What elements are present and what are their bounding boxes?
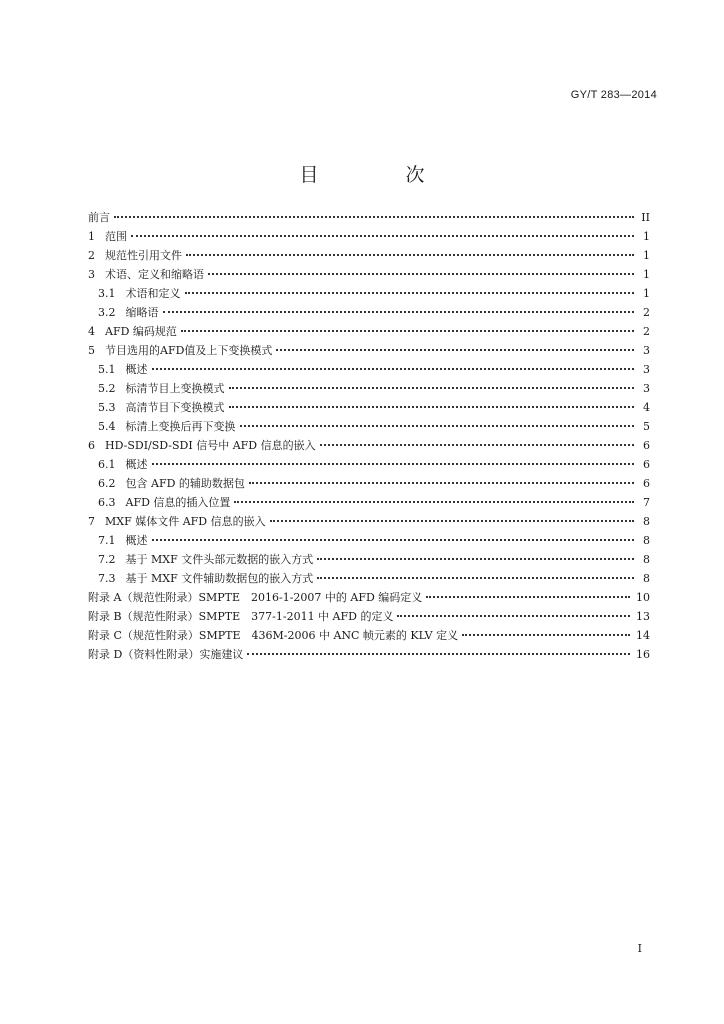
toc-entry[interactable] — [88, 436, 650, 455]
toc-entry-title: HD-SDI/SD-SDI 信号中 AFD 信息的嵌入 — [105, 439, 316, 452]
toc-entry-title: 概述 — [125, 363, 148, 376]
toc-entry[interactable] — [88, 512, 650, 531]
toc-entry-page: 16 — [636, 648, 650, 661]
toc-entry-page: 8 — [643, 515, 650, 528]
toc-entry[interactable] — [88, 208, 650, 227]
toc-entry[interactable] — [88, 493, 650, 512]
toc-leader-dots — [247, 652, 630, 655]
toc-entry-page: 7 — [643, 496, 650, 509]
toc-entry-number: 5.2 — [98, 382, 116, 395]
toc-entry-title: 范围 — [105, 230, 127, 243]
toc-entry-title: 术语、定义和缩略语 — [105, 268, 204, 281]
toc-entry-page: 3 — [643, 382, 650, 395]
toc-leader-dots — [317, 557, 634, 560]
toc-leader-dots — [397, 614, 630, 617]
toc-leader-dots — [152, 462, 635, 465]
page-title: 目 次 — [299, 164, 459, 186]
toc-entry-title: 前言 — [88, 211, 110, 224]
toc-entry-page: 1 — [643, 230, 650, 243]
toc-leader-dots — [234, 500, 634, 503]
toc-entry-page: 3 — [643, 363, 650, 376]
toc-entry-number: 6.3 — [98, 496, 116, 509]
toc-entry-title: 标清节目上变换模式 — [125, 382, 225, 395]
toc-entry-title: 概述 — [125, 458, 148, 471]
toc-leader-dots — [276, 348, 634, 351]
toc-entry[interactable] — [88, 398, 650, 417]
toc-entry-page: 6 — [643, 439, 650, 452]
toc-entry[interactable] — [88, 531, 650, 550]
toc-leader-dots — [462, 633, 630, 636]
toc-entry-page: 1 — [643, 249, 650, 262]
toc-entry-page: 8 — [643, 572, 650, 585]
toc-entry-number: 7.1 — [98, 534, 116, 547]
toc-leader-dots — [240, 424, 635, 427]
toc-entry-page: 1 — [643, 268, 650, 281]
toc-entry-title: 高清节目下变换模式 — [125, 401, 225, 414]
toc-entry-page: 13 — [636, 610, 650, 623]
toc-entry[interactable] — [88, 303, 650, 322]
toc-entry-title: 节目选用的AFD值及上下变换模式 — [105, 344, 273, 357]
toc-leader-dots — [317, 576, 634, 579]
toc-entry-page: 1 — [643, 287, 650, 300]
toc-entry[interactable] — [88, 227, 650, 246]
toc-entry-number: 7.3 — [98, 572, 116, 585]
toc-entry-page: 4 — [643, 401, 650, 414]
toc-entry-number: 3 — [88, 268, 95, 281]
toc-entry-number: 6 — [88, 439, 95, 452]
toc-entry[interactable] — [88, 550, 650, 569]
toc-leader-dots — [208, 272, 634, 275]
toc-entry[interactable] — [88, 569, 650, 588]
toc-entry[interactable] — [88, 607, 650, 626]
toc-entry-page: 2 — [643, 306, 650, 319]
toc-entry[interactable] — [88, 455, 650, 474]
toc-leader-dots — [152, 367, 635, 370]
toc-entry-page: 2 — [643, 325, 650, 338]
toc-entry-page: 10 — [636, 591, 650, 604]
toc-entry-page: 14 — [636, 629, 650, 642]
toc-entry[interactable] — [88, 322, 650, 341]
toc-entry-page: 8 — [643, 553, 650, 566]
toc-entry-page: 6 — [643, 458, 650, 471]
toc-entry-title: MXF 媒体文件 AFD 信息的嵌入 — [105, 515, 266, 528]
table-of-contents — [88, 208, 650, 664]
toc-entry-number: 6.1 — [98, 458, 116, 471]
toc-entry-title: 术语和定义 — [125, 287, 181, 300]
toc-entry-title: 附录 B（规范性附录）SMPTE 377-1-2011 中 AFD 的定义 — [88, 610, 394, 623]
toc-entry-title: AFD 信息的插入位置 — [125, 496, 231, 509]
toc-entry-number: 5.3 — [98, 401, 116, 414]
toc-leader-dots — [270, 519, 634, 522]
toc-entry[interactable] — [88, 360, 650, 379]
toc-leader-dots — [131, 234, 634, 237]
toc-entry[interactable] — [88, 379, 650, 398]
standard-code: GY/T 283—2014 — [570, 89, 657, 101]
toc-entry[interactable] — [88, 341, 650, 360]
toc-entry-title: 规范性引用文件 — [105, 249, 182, 262]
toc-entry-number: 6.2 — [98, 477, 116, 490]
toc-entry[interactable] — [88, 417, 650, 436]
toc-leader-dots — [320, 443, 634, 446]
toc-leader-dots — [249, 481, 634, 484]
toc-entry-title: 概述 — [125, 534, 148, 547]
toc-entry[interactable] — [88, 474, 650, 493]
toc-entry[interactable] — [88, 588, 650, 607]
toc-leader-dots — [229, 386, 635, 389]
toc-entry-number: 5.4 — [98, 420, 116, 433]
toc-entry-title: 缩略语 — [125, 306, 159, 319]
toc-leader-dots — [229, 405, 635, 408]
toc-entry-page: 3 — [643, 344, 650, 357]
toc-entry-number: 3.2 — [98, 306, 116, 319]
toc-entry[interactable] — [88, 284, 650, 303]
toc-entry[interactable] — [88, 645, 650, 664]
toc-leader-dots — [181, 329, 634, 332]
toc-entry-title: 附录 C（规范性附录）SMPTE 436M-2006 中 ANC 帧元素的 KLV 定义 — [88, 629, 459, 642]
page-number: I — [637, 942, 642, 955]
toc-entry-number: 3.1 — [98, 287, 116, 300]
toc-entry-number: 4 — [88, 325, 95, 338]
toc-entry-page: 6 — [643, 477, 650, 490]
toc-entry-title: 附录 D（资料性附录）实施建议 — [88, 648, 244, 661]
toc-entry[interactable] — [88, 246, 650, 265]
toc-entry-title: 基于 MXF 文件辅助数据包的嵌入方式 — [125, 572, 314, 585]
toc-leader-dots — [163, 310, 635, 313]
toc-entry-title: 标清上变换后再下变换 — [125, 420, 236, 433]
toc-entry-number: 1 — [88, 230, 95, 243]
toc-entry-number: 5.1 — [98, 363, 116, 376]
toc-entry-page: 5 — [643, 420, 650, 433]
toc-leader-dots — [152, 538, 635, 541]
toc-entry-number: 7 — [88, 515, 95, 528]
toc-leader-dots — [426, 595, 630, 598]
toc-entry-title: 包含 AFD 的辅助数据包 — [125, 477, 245, 490]
toc-entry-title: AFD 编码规范 — [105, 325, 177, 338]
toc-entry[interactable] — [88, 265, 650, 284]
toc-entry[interactable] — [88, 626, 650, 645]
toc-leader-dots — [186, 253, 634, 256]
toc-leader-dots — [114, 215, 634, 218]
toc-entry-number: 5 — [88, 344, 95, 357]
toc-entry-title: 附录 A（规范性附录）SMPTE 2016-1-2007 中的 AFD 编码定义 — [88, 591, 423, 604]
toc-entry-page: II — [641, 211, 650, 224]
toc-entry-number: 2 — [88, 249, 95, 262]
toc-entry-title: 基于 MXF 文件头部元数据的嵌入方式 — [125, 553, 314, 566]
toc-leader-dots — [185, 291, 635, 294]
toc-entry-number: 7.2 — [98, 553, 116, 566]
toc-entry-page: 8 — [643, 534, 650, 547]
